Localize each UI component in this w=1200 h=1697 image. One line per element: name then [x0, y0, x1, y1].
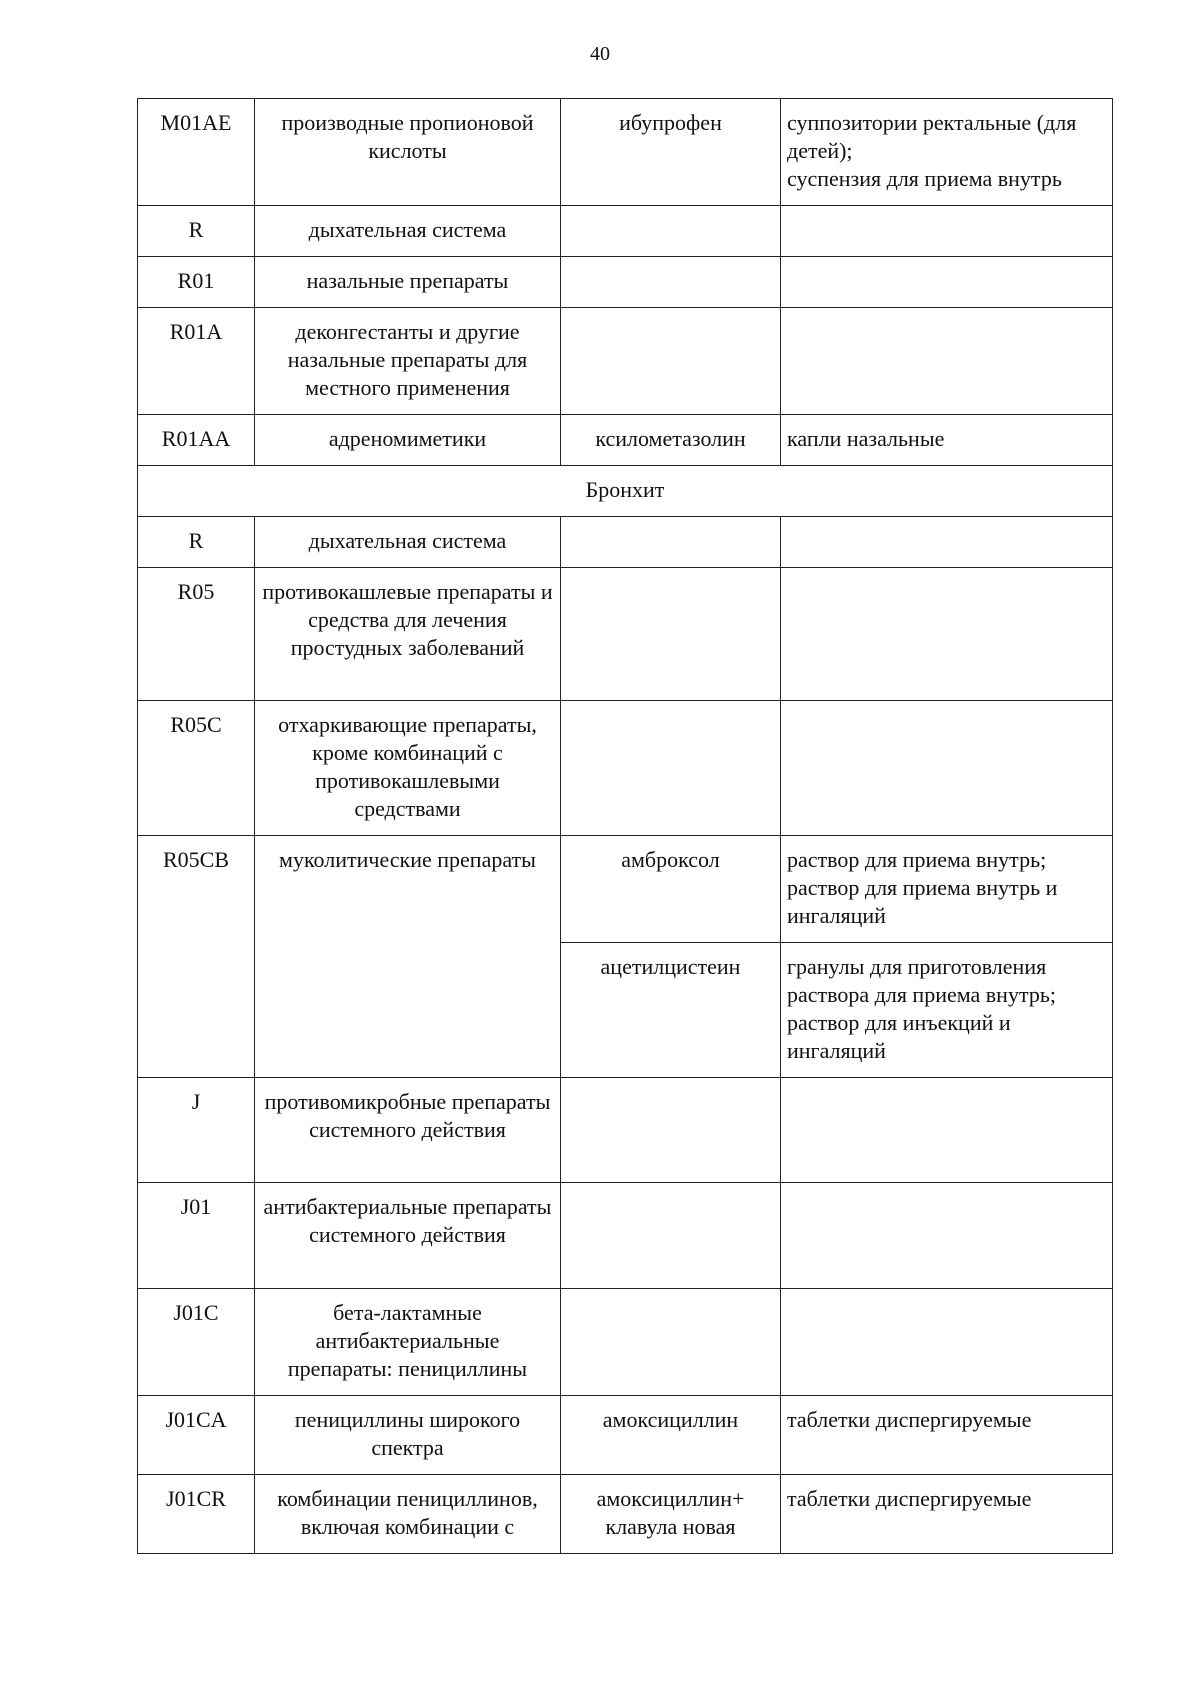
anatomical-group-cell: комбинации пенициллинов, включая комбинации с: [255, 1475, 561, 1554]
dosage-form-cell: таблетки диспергируемые: [781, 1396, 1113, 1475]
dosage-form-cell: суппозитории ректальные (для детей); суспензия для приема внутрь: [781, 99, 1113, 206]
drug-name-cell: амоксициллин: [561, 1396, 781, 1475]
dosage-form-cell: капли назальные: [781, 415, 1113, 466]
table-row: [138, 415, 1113, 466]
dosage-form-cell: [781, 308, 1113, 415]
table-row: [138, 836, 1113, 943]
table-row: [138, 257, 1113, 308]
dosage-form-cell: [781, 517, 1113, 568]
dosage-form-cell: [781, 1183, 1113, 1289]
atc-code-cell: R01A: [138, 308, 255, 415]
dosage-form-cell: [781, 1078, 1113, 1183]
section-header-row: [138, 466, 1113, 517]
atc-code-cell: R05C: [138, 701, 255, 836]
dosage-form-cell: [781, 568, 1113, 701]
drug-name-cell: ибупрофен: [561, 99, 781, 206]
dosage-form-cell: [781, 206, 1113, 257]
anatomical-group-cell: адреномиметики: [255, 415, 561, 466]
table-row: [138, 1396, 1113, 1475]
drug-name-cell: [561, 1289, 781, 1396]
anatomical-group-cell: деконгестанты и другие назальные препараты для местного применения: [255, 308, 561, 415]
drug-name-cell: [561, 1183, 781, 1289]
anatomical-group-cell: дыхательная система: [255, 517, 561, 568]
drug-name-cell: [561, 701, 781, 836]
dosage-form-cell: [781, 257, 1113, 308]
atc-code-cell: J01: [138, 1183, 255, 1289]
dosage-form-cell: раствор для приема внутрь; раствор для приема внутрь и ингаляций: [781, 836, 1113, 943]
anatomical-group-cell: отхаркивающие препараты, кроме комбинаций с противокашлевыми средствами: [255, 701, 561, 836]
table-row: [138, 701, 1113, 836]
atc-code-cell: M01AE: [138, 99, 255, 206]
table-row: [138, 206, 1113, 257]
atc-code-cell: R: [138, 517, 255, 568]
drug-name-cell: [561, 1078, 781, 1183]
anatomical-group-cell: противомикробные препараты системного действия: [255, 1078, 561, 1183]
drug-name-cell: ксилометазолин: [561, 415, 781, 466]
anatomical-group-cell: противокашлевые препараты и средства для лечения простудных заболеваний: [255, 568, 561, 701]
table-row: [138, 517, 1113, 568]
drug-name-cell: [561, 257, 781, 308]
dosage-form-cell: [781, 1289, 1113, 1396]
drug-name-cell: [561, 568, 781, 701]
atc-code-cell: J01C: [138, 1289, 255, 1396]
anatomical-group-cell: назальные препараты: [255, 257, 561, 308]
anatomical-group-cell: производные пропионовой кислоты: [255, 99, 561, 206]
dosage-form-cell: [781, 701, 1113, 836]
drug-name-cell: амброксол: [561, 836, 781, 943]
anatomical-group-cell: муколитические препараты: [255, 836, 561, 1078]
table-row: [138, 1289, 1113, 1396]
table-row: [138, 1183, 1113, 1289]
atc-code-cell: R01: [138, 257, 255, 308]
anatomical-group-cell: антибактериальные препараты системного действия: [255, 1183, 561, 1289]
atc-code-cell: J: [138, 1078, 255, 1183]
drug-name-cell: [561, 206, 781, 257]
dosage-form-cell: таблетки диспергируемые: [781, 1475, 1113, 1554]
atc-code-cell: R05CB: [138, 836, 255, 1078]
table-row: [138, 1078, 1113, 1183]
table-row: [138, 1475, 1113, 1554]
dosage-form-cell: гранулы для приготовления раствора для приема внутрь; раствор для инъекций и ингаляций: [781, 943, 1113, 1078]
drug-name-cell: [561, 517, 781, 568]
drug-table: [137, 98, 1113, 1554]
anatomical-group-cell: пенициллины широкого спектра: [255, 1396, 561, 1475]
atc-code-cell: R05: [138, 568, 255, 701]
page-number: 40: [590, 43, 610, 65]
anatomical-group-cell: бета-лактамные антибактериальные препараты: пенициллины: [255, 1289, 561, 1396]
atc-code-cell: J01CA: [138, 1396, 255, 1475]
atc-code-cell: R: [138, 206, 255, 257]
drug-name-cell: амоксициллин+ клавула новая: [561, 1475, 781, 1554]
atc-code-cell: J01CR: [138, 1475, 255, 1554]
atc-code-cell: R01AA: [138, 415, 255, 466]
table-row: [138, 99, 1113, 206]
table-row: [138, 308, 1113, 415]
table-row: [138, 568, 1113, 701]
section-title: Бронхит: [138, 466, 1113, 517]
anatomical-group-cell: дыхательная система: [255, 206, 561, 257]
drug-name-cell: ацетилцистеин: [561, 943, 781, 1078]
drug-name-cell: [561, 308, 781, 415]
